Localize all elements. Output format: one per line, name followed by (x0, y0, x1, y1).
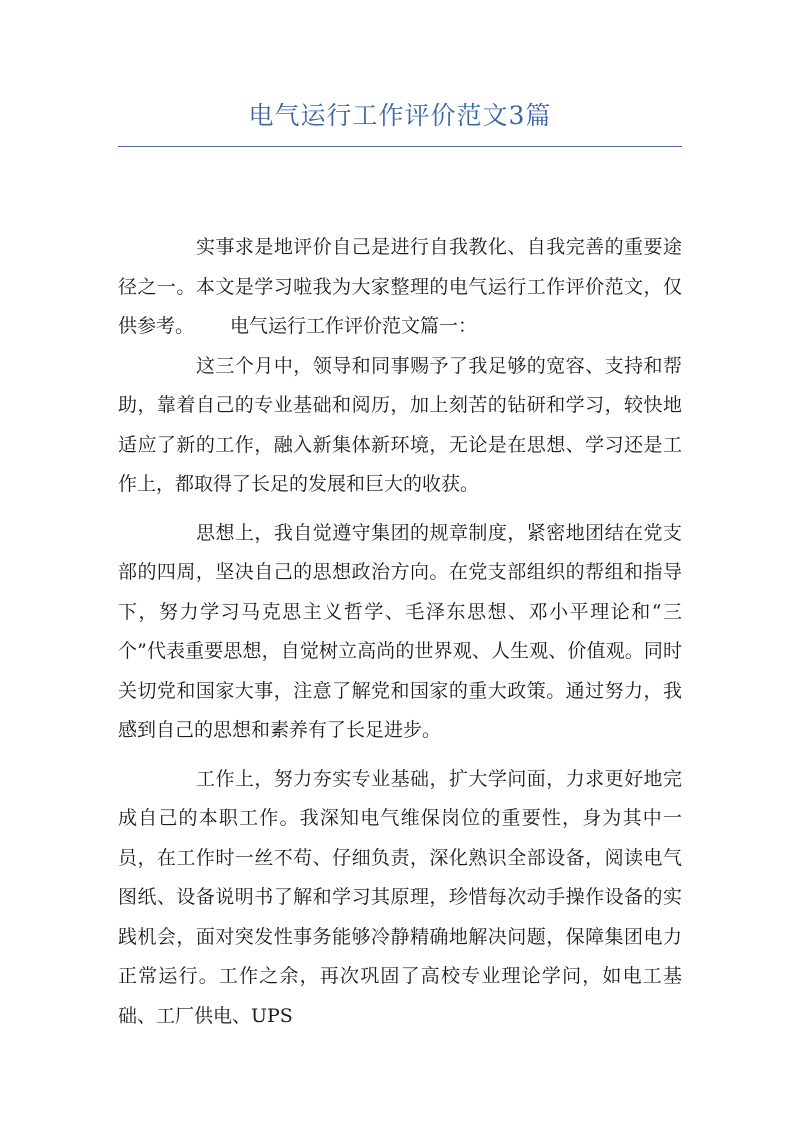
body-paragraph-3: 工作上，努力夯实专业基础，扩大学问面，力求更好地完成自己的本职工作。我深知电气维保岗位的重要性，身为其中一员，在工作时一丝不苟、仔细负责，深化熟识全部设备，阅读电气图纸、设备说明书了解和学习其原理，珍惜每次动手操作设备的实践机会，面对突发性事务能够冷静精确地解决问题，保障集团电力正常运行。工作之余，再次巩固了高校专业理论学问，如电工基础、工厂供电、UPS (118, 767, 682, 1027)
body-paragraph-1: 这三个月中，领导和同事赐予了我足够的宽容、支持和帮助，靠着自己的专业基础和阅历，加上刻苦的钻研和学习，较快地适应了新的工作，融入新集体新环境，无论是在思想、学习还是工作上，都取得了长足的发展和巨大的收获。 (118, 354, 682, 495)
document-title: 电气运行工作评价范文3篇 (248, 101, 552, 130)
body-paragraph-2: 思想上，我自觉遵守集团的规章制度，紧密地团结在党支部的四周，坚决自己的思想政治方向。在党支部组织的帮组和指导下，努力学习马克思主义哲学、毛泽东思想、邓小平理论和“三个”代表重要思想，自觉树立高尚的世界观、人生观、价值观。同时关切党和国家大事，注意了解党和国家的重大政策。通过努力，我感到自己的思想和素养有了长足进步。 (118, 521, 682, 741)
document-body (118, 228, 682, 1036)
section-heading: 电气运行工作评价范文篇一： (230, 315, 478, 337)
intro-text: 实事求是地评价自己是进行自我教化、自我完善的重要途径之一。本文是学习啦我为大家整理的电气运行工作评价范文，仅供参考。 (118, 236, 682, 337)
intro-paragraph (118, 228, 682, 347)
title-underline (118, 146, 682, 147)
